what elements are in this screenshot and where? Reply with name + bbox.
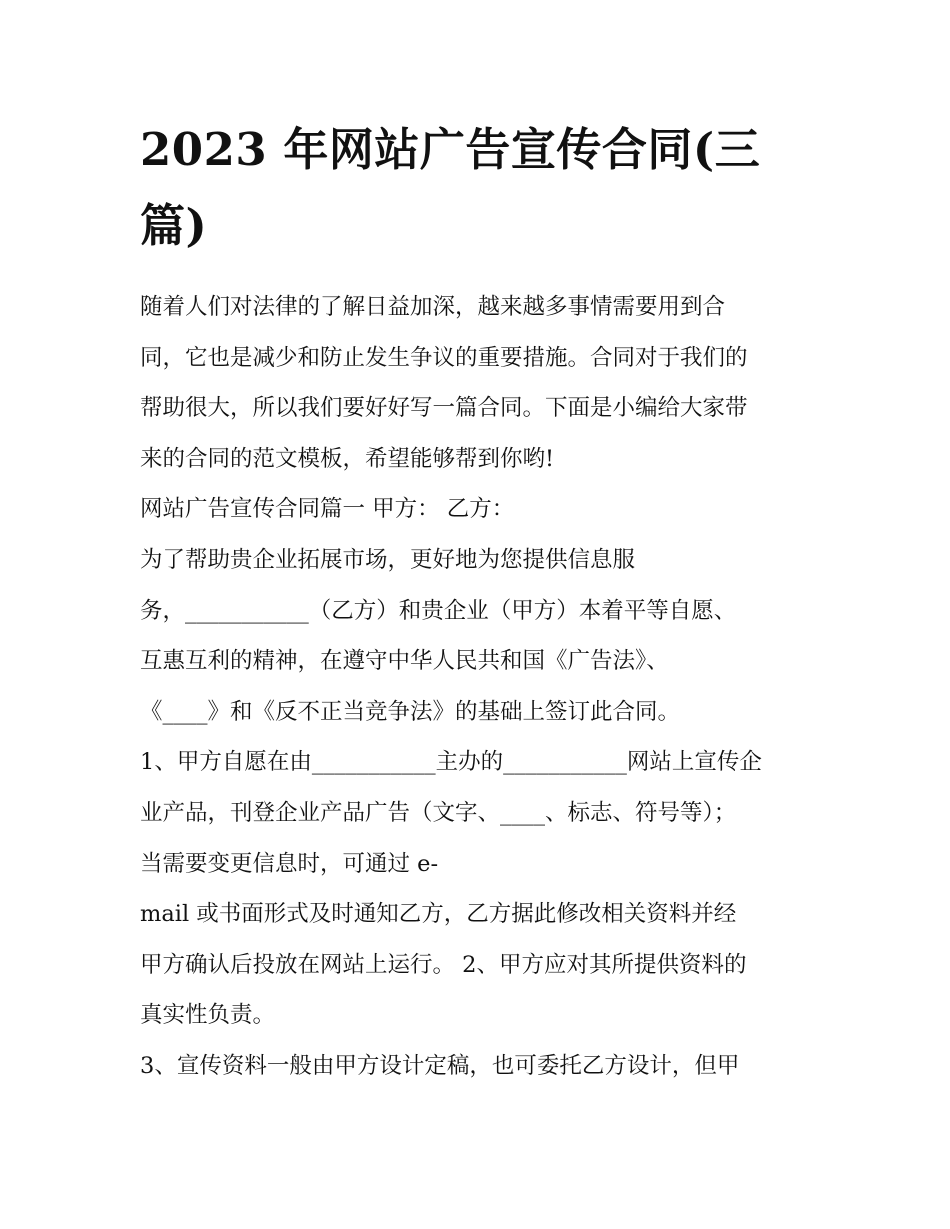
body-line: 甲方确认后投放在网站上运行。 2、甲方应对其所提供资料的: [140, 951, 747, 978]
body-line: 同，它也是减少和防止发生争议的重要措施。合同对于我们的: [140, 344, 748, 371]
document-body: [140, 282, 820, 1092]
body-line: 网站广告宣传合同篇一 甲方： 乙方：: [140, 496, 515, 523]
body-line: 互惠互利的精神，在遵守中华人民共和国《广告法》、: [140, 648, 669, 675]
title-line-2: 篇): [140, 199, 208, 252]
body-line: 帮助很大，所以我们要好好写一篇合同。下面是小编给大家带: [140, 395, 748, 422]
body-line: 为了帮助贵企业拓展市场，更好地为您提供信息服: [140, 546, 636, 573]
body-line: 3、宣传资料一般由甲方设计定稿，也可委托乙方设计，但甲: [140, 1052, 740, 1079]
document-title: [140, 112, 820, 264]
body-line: 《____》和《反不正当竞争法》的基础上签订此合同。: [140, 698, 681, 725]
body-line: 真实性负责。: [140, 1002, 276, 1029]
body-line: 业产品，刊登企业产品广告（文字、____、标志、符号等）；: [140, 799, 737, 826]
body-line: 来的合同的范文模板，希望能够帮到你哟!: [140, 445, 555, 472]
body-line: 务，___________（乙方）和贵企业（甲方）本着平等自愿、: [140, 597, 737, 624]
body-line: mail 或书面形式及时通知乙方，乙方据此修改相关资料并经: [140, 901, 737, 928]
document-page: [140, 112, 820, 1092]
body-line: 1、甲方自愿在由___________主办的___________网站上宣传企: [140, 749, 762, 776]
title-line-1: 2023 年网站广告宣传合同(三: [140, 123, 761, 176]
body-line: 当需要变更信息时，可通过 e-: [140, 850, 439, 877]
body-line: 随着人们对法律的了解日益加深，越来越多事情需要用到合: [140, 294, 726, 320]
